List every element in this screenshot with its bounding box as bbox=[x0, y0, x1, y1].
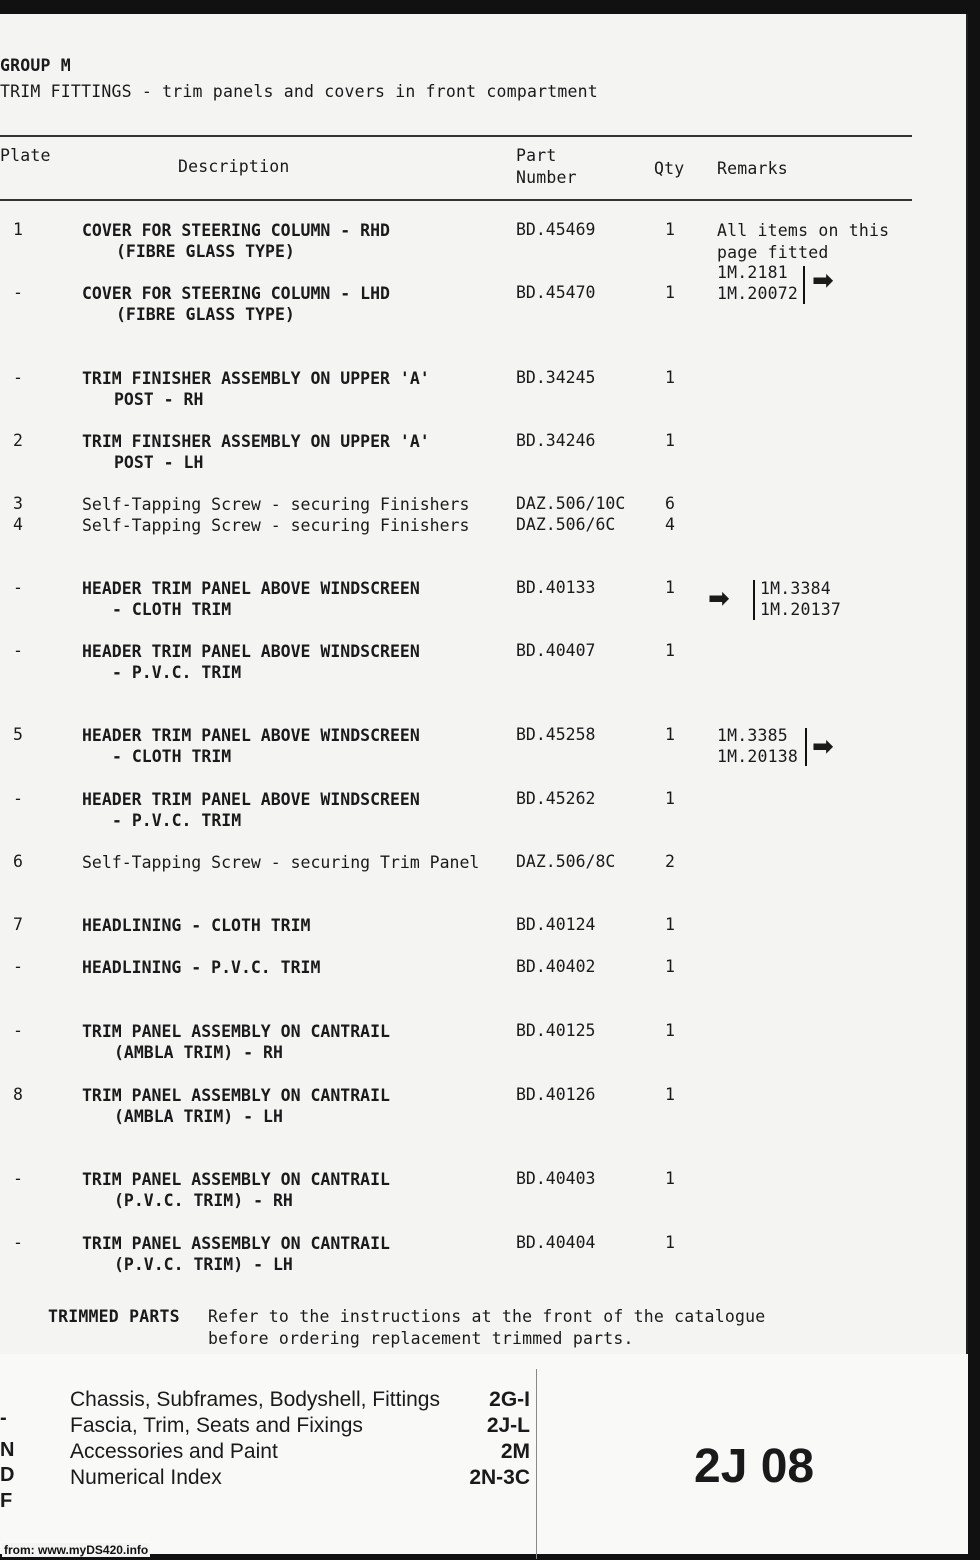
plate-number: - bbox=[13, 789, 23, 808]
note-line1: Refer to the instructions at the front of the catalogue bbox=[208, 1307, 766, 1326]
arrow-right-icon: ➡ bbox=[708, 584, 730, 614]
table-row bbox=[0, 1169, 700, 1213]
plate-number: - bbox=[13, 1169, 23, 1188]
table-row bbox=[0, 725, 700, 769]
col-plate: Plate bbox=[0, 146, 51, 165]
description bbox=[82, 220, 390, 262]
part-number: BD.34245 bbox=[516, 368, 596, 387]
description bbox=[82, 1021, 390, 1063]
remark-bracket bbox=[803, 266, 805, 304]
index-code-fascia: 2J-L bbox=[486, 1414, 530, 1437]
part-number: DAZ.506/6C bbox=[516, 515, 616, 534]
plate-number: 4 bbox=[13, 515, 23, 534]
table-row bbox=[0, 789, 700, 833]
quantity: 1 bbox=[665, 1021, 675, 1040]
quantity: 1 bbox=[665, 578, 675, 597]
table-row bbox=[0, 515, 700, 537]
table-row bbox=[0, 494, 700, 516]
description-line1: COVER FOR STEERING COLUMN - LHD bbox=[82, 284, 390, 303]
table-row bbox=[0, 578, 700, 622]
description: HEADLINING - P.V.C. TRIM bbox=[82, 958, 321, 977]
plate-number: 8 bbox=[13, 1085, 23, 1104]
table-row bbox=[0, 957, 700, 979]
quantity: 4 bbox=[665, 515, 675, 534]
description: Self-Tapping Screw - securing Finishers bbox=[82, 495, 470, 514]
description bbox=[82, 283, 390, 325]
description bbox=[82, 641, 420, 683]
quantity: 1 bbox=[665, 915, 675, 934]
plate-number: 3 bbox=[13, 494, 23, 513]
part-number: BD.40125 bbox=[516, 1021, 596, 1040]
remark-chassis-upto-1: 1M.3384 bbox=[760, 579, 831, 598]
remark-chassis-from-2: 1M.20072 bbox=[717, 284, 799, 303]
footer-divider bbox=[536, 1369, 537, 1559]
description-line2: POST - LH bbox=[114, 453, 204, 472]
description bbox=[82, 1085, 390, 1127]
quantity: 1 bbox=[665, 368, 675, 387]
quantity: 1 bbox=[665, 725, 675, 744]
description-line2: - P.V.C. TRIM bbox=[112, 663, 242, 682]
part-number: BD.40403 bbox=[516, 1169, 596, 1188]
plate-number: - bbox=[13, 1233, 23, 1252]
description: Self-Tapping Screw - securing Trim Panel bbox=[82, 853, 480, 872]
remark-bracket bbox=[805, 728, 807, 766]
index-item-accessories: Accessories and Paint bbox=[70, 1440, 278, 1463]
part-number: DAZ.506/8C bbox=[516, 852, 616, 871]
index-item-numerical: Numerical Index bbox=[70, 1466, 222, 1489]
quantity: 1 bbox=[665, 1085, 675, 1104]
description-line2: - CLOTH TRIM bbox=[112, 600, 232, 619]
description-line1: TRIM FINISHER ASSEMBLY ON UPPER 'A' bbox=[82, 369, 430, 388]
part-number: BD.40133 bbox=[516, 578, 596, 597]
table-row bbox=[0, 1021, 700, 1065]
edge-letter: F bbox=[0, 1490, 13, 1512]
remark-chassis-from-4: 1M.20138 bbox=[717, 747, 799, 766]
group-heading: GROUP M bbox=[0, 56, 71, 75]
header-rule-top bbox=[0, 135, 912, 137]
description-line1: HEADER TRIM PANEL ABOVE WINDSCREEN bbox=[82, 579, 420, 598]
edge-letter: - bbox=[0, 1407, 7, 1429]
description-line1: TRIM PANEL ASSEMBLY ON CANTRAIL bbox=[82, 1234, 390, 1253]
index-code-numerical: 2N-3C bbox=[469, 1466, 530, 1489]
quantity: 1 bbox=[665, 220, 675, 239]
description bbox=[82, 1169, 390, 1211]
table-row bbox=[0, 220, 700, 264]
part-number: BD.40402 bbox=[516, 957, 596, 976]
description bbox=[82, 368, 430, 410]
description bbox=[82, 789, 420, 831]
description-line2: (AMBLA TRIM) - RH bbox=[114, 1043, 283, 1062]
edge-letter: N bbox=[0, 1439, 15, 1461]
index-item-chassis: Chassis, Subframes, Bodyshell, Fittings bbox=[70, 1388, 440, 1411]
part-number: BD.40404 bbox=[516, 1233, 596, 1252]
description-line2: (AMBLA TRIM) - LH bbox=[114, 1107, 283, 1126]
remark-page-fitted: page fitted bbox=[717, 243, 829, 262]
index-item-fascia: Fascia, Trim, Seats and Fixings bbox=[70, 1414, 363, 1437]
quantity: 6 bbox=[665, 494, 675, 513]
plate-number: - bbox=[13, 1021, 23, 1040]
table-row bbox=[0, 1233, 700, 1277]
plate-number: - bbox=[13, 283, 23, 302]
arrow-right-icon: ➡ bbox=[812, 732, 834, 762]
description: Self-Tapping Screw - securing Finishers bbox=[82, 516, 470, 535]
source-credit: from: www.myDS420.info bbox=[4, 1543, 149, 1557]
part-number: BD.45262 bbox=[516, 789, 596, 808]
description-line1: HEADER TRIM PANEL ABOVE WINDSCREEN bbox=[82, 642, 420, 661]
table-row bbox=[0, 1085, 700, 1129]
description-line2: (P.V.C. TRIM) - LH bbox=[114, 1255, 293, 1274]
page-number: 2J 08 bbox=[694, 1440, 815, 1493]
table-row bbox=[0, 852, 700, 874]
description-line1: HEADER TRIM PANEL ABOVE WINDSCREEN bbox=[82, 790, 420, 809]
plate-number: - bbox=[13, 578, 23, 597]
description bbox=[82, 725, 420, 767]
col-description: Description bbox=[178, 157, 290, 176]
remark-chassis-upto-2: 1M.20137 bbox=[760, 600, 842, 619]
description-line1: HEADER TRIM PANEL ABOVE WINDSCREEN bbox=[82, 726, 420, 745]
table-row bbox=[0, 283, 700, 327]
table-row bbox=[0, 915, 700, 937]
index-code-chassis: 2G-I bbox=[489, 1388, 530, 1411]
plate-number: - bbox=[13, 957, 23, 976]
col-part-line2: Number bbox=[516, 168, 577, 187]
quantity: 1 bbox=[665, 1169, 675, 1188]
part-number: BD.40407 bbox=[516, 641, 596, 660]
edge-letter: D bbox=[0, 1464, 15, 1486]
description-line2: POST - RH bbox=[114, 390, 204, 409]
page-title: TRIM FITTINGS - trim panels and covers in front compartment bbox=[0, 82, 598, 101]
part-number: BD.45469 bbox=[516, 220, 596, 239]
col-remarks: Remarks bbox=[717, 159, 788, 178]
header-rule-bottom bbox=[0, 199, 912, 201]
quantity: 1 bbox=[665, 1233, 675, 1252]
description bbox=[82, 1233, 390, 1275]
description-line1: COVER FOR STEERING COLUMN - RHD bbox=[82, 221, 390, 240]
plate-number: 1 bbox=[13, 220, 23, 239]
description-line1: TRIM PANEL ASSEMBLY ON CANTRAIL bbox=[82, 1170, 390, 1189]
part-number: BD.45258 bbox=[516, 725, 596, 744]
part-number: BD.40126 bbox=[516, 1085, 596, 1104]
quantity: 1 bbox=[665, 641, 675, 660]
description bbox=[82, 578, 420, 620]
plate-number: 2 bbox=[13, 431, 23, 450]
remark-chassis-from-3: 1M.3385 bbox=[717, 726, 788, 745]
quantity: 1 bbox=[665, 957, 675, 976]
arrow-right-icon: ➡ bbox=[812, 266, 834, 296]
quantity: 1 bbox=[665, 431, 675, 450]
plate-number: 5 bbox=[13, 725, 23, 744]
description-line1: TRIM PANEL ASSEMBLY ON CANTRAIL bbox=[82, 1086, 390, 1105]
catalogue-page bbox=[0, 14, 968, 1554]
quantity: 2 bbox=[665, 852, 675, 871]
description bbox=[82, 431, 430, 473]
col-qty: Qty bbox=[654, 159, 685, 178]
description: HEADLINING - CLOTH TRIM bbox=[82, 916, 311, 935]
description-line1: TRIM FINISHER ASSEMBLY ON UPPER 'A' bbox=[82, 432, 430, 451]
description-line2: (P.V.C. TRIM) - RH bbox=[114, 1191, 293, 1210]
part-number: DAZ.506/10C bbox=[516, 494, 626, 513]
table-row bbox=[0, 368, 700, 412]
quantity: 1 bbox=[665, 789, 675, 808]
table-row bbox=[0, 641, 700, 685]
index-code-accessories: 2M bbox=[500, 1440, 530, 1463]
plate-number: 6 bbox=[13, 852, 23, 871]
part-number: BD.40124 bbox=[516, 915, 596, 934]
plate-number: - bbox=[13, 368, 23, 387]
remark-chassis-from-1: 1M.2181 bbox=[717, 263, 788, 282]
note-line2: before ordering replacement trimmed parts. bbox=[208, 1329, 634, 1348]
plate-number: - bbox=[13, 641, 23, 660]
description-line2: (FIBRE GLASS TYPE) bbox=[116, 305, 295, 324]
description-line2: (FIBRE GLASS TYPE) bbox=[116, 242, 295, 261]
part-number: BD.45470 bbox=[516, 283, 596, 302]
remark-all-items: All items on this bbox=[717, 221, 890, 240]
table-row bbox=[0, 431, 700, 475]
description-line2: - P.V.C. TRIM bbox=[112, 811, 242, 830]
note-label: TRIMMED PARTS bbox=[48, 1307, 180, 1326]
remark-bracket bbox=[753, 580, 755, 620]
plate-number: 7 bbox=[13, 915, 23, 934]
col-part-line1: Part bbox=[516, 146, 557, 165]
description-line2: - CLOTH TRIM bbox=[112, 747, 232, 766]
description-line1: TRIM PANEL ASSEMBLY ON CANTRAIL bbox=[82, 1022, 390, 1041]
part-number: BD.34246 bbox=[516, 431, 596, 450]
quantity: 1 bbox=[665, 283, 675, 302]
